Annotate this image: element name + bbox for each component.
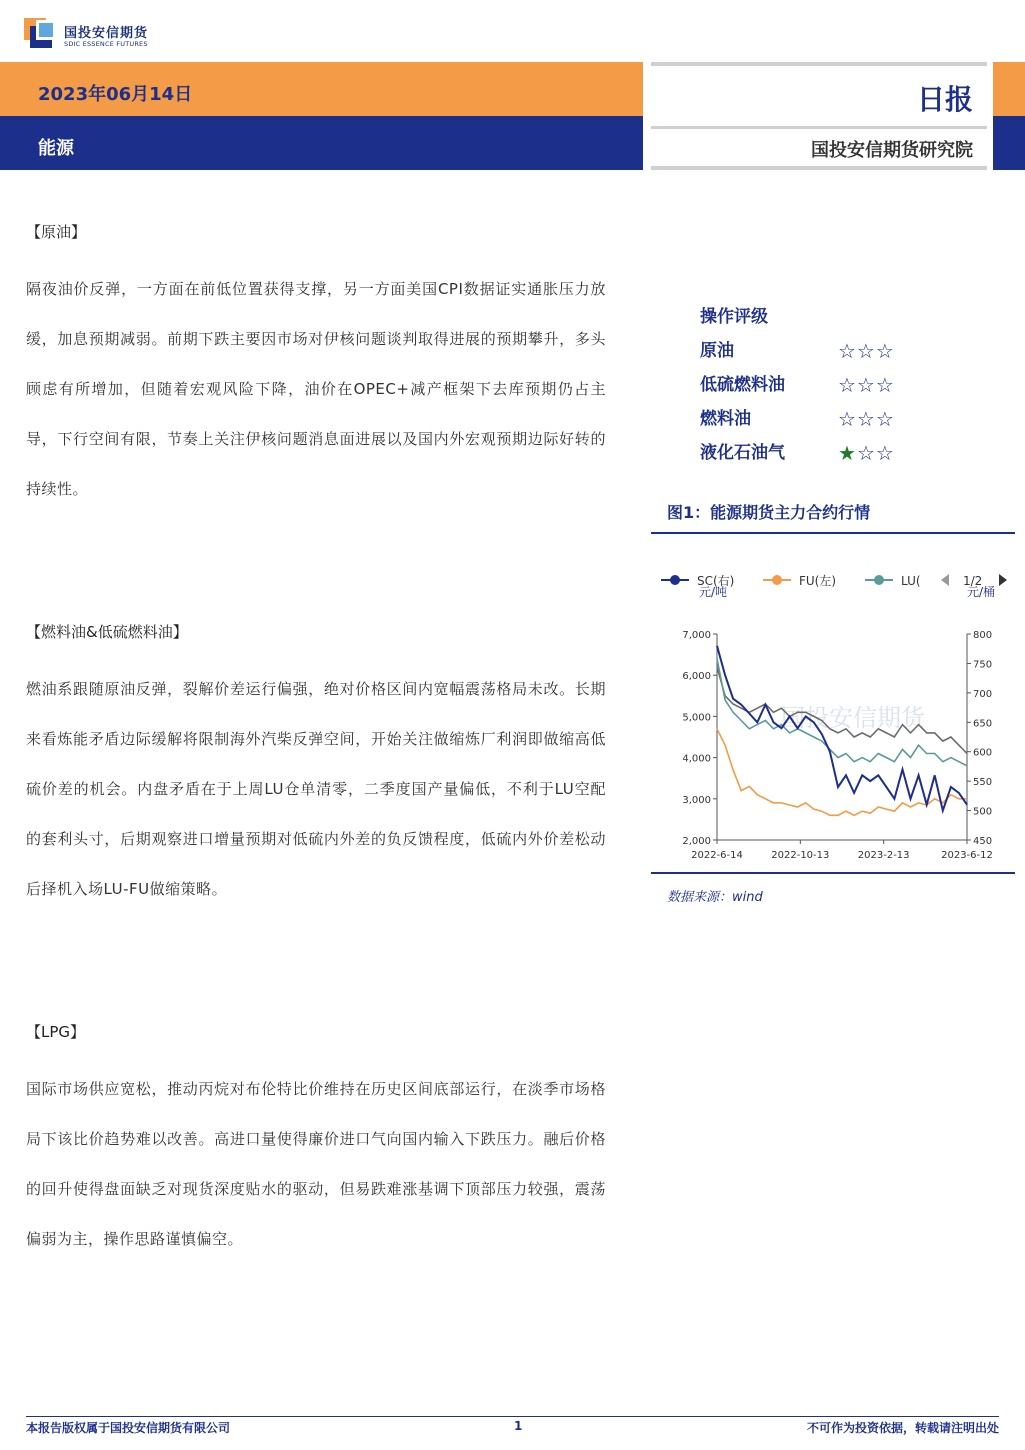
logo-mark-icon [24, 18, 58, 50]
company-logo [24, 16, 184, 56]
star-icon: ☆☆☆ [838, 373, 895, 397]
report-date: 2023年06月14日 [38, 84, 193, 105]
report-type: 日报 [916, 83, 973, 116]
star-rating-icon [838, 436, 895, 470]
star-icon: ☆ [875, 441, 895, 465]
data-source: 数据来源：wind [667, 890, 763, 905]
legend-label: FU(左) [799, 574, 837, 588]
edge-orange-block [993, 62, 1025, 116]
header-rule-middle [651, 126, 987, 129]
right-tick-label: 550 [973, 777, 993, 789]
rating-name: 液化石油气 [700, 443, 785, 463]
legend-label: SC(右) [697, 574, 735, 588]
right-tick-label: 450 [973, 836, 993, 847]
right-tick-label: 650 [973, 718, 993, 730]
figure-title: 图1：能源期货主力合约行情 [667, 503, 871, 522]
x-tick-label: 2023-2-13 [857, 850, 910, 861]
rating-name: 原油 [700, 341, 734, 361]
right-axis-unit: 元/桶 [967, 585, 996, 599]
left-tick-label: 6,000 [682, 671, 711, 683]
left-tick-label: 2,000 [682, 836, 711, 847]
left-tick-label: 5,000 [682, 712, 711, 724]
right-tick-label: 500 [973, 806, 993, 818]
x-tick-label: 2023-6-12 [941, 850, 993, 861]
rating-box [700, 300, 960, 470]
left-tick-label: 7,000 [682, 630, 711, 641]
header-rule-top [651, 62, 987, 66]
section-body: 燃油系跟随原油反弹，裂解价差运行偏强，绝对价格区间内宽幅震荡格局未改。长期来看炼能矛盾边际缓解将限制海外汽柴反弹空间，开始关注做缩炼厂利润即做缩高低硫价差的机会。内盘矛盾在于上周LU仓单清零，二季度国产量偏低，不利于LU空配的套利头寸，后期观察进口增量预期对低硫内外差的负反馈程度，低硫内外价差松动后择机入场LU-FU做缩策略。 [26, 680, 606, 898]
section-title: 【原油】 [26, 223, 87, 241]
right-tick-label: 750 [973, 659, 993, 671]
legend-page: 1/2 [963, 574, 983, 588]
chart-watermark: 国投安信期货 [781, 704, 925, 732]
right-tick-label: 700 [973, 688, 993, 700]
rating-row-lpg [700, 436, 960, 470]
section-body: 隔夜油价反弹，一方面在前低位置获得支撑，另一方面美国CPI数据证实通胀压力放缓，加息预期减弱。前期下跌主要因市场对伊核问题谈判取得进展的预期攀升，多头顾虑有所增加，但随着宏观风险下降，油价在OPEC+减产框架下去库预期仍占主导，下行空间有限，节奏上关注伊核问题消息面进展以及国内外宏观预期边际好转的持续性。 [26, 280, 606, 498]
footer-rule [26, 1416, 999, 1417]
legend-label: LU( [901, 574, 921, 588]
series-line [717, 729, 967, 816]
logo-name-cn: 国投安信期货 [64, 26, 149, 41]
star-icon: ☆☆☆ [838, 407, 895, 431]
left-tick-label: 3,000 [682, 794, 711, 806]
footer-page-number: 1 [514, 1419, 523, 1433]
section-fuel-oil [26, 614, 606, 914]
right-tick-label: 800 [973, 630, 993, 641]
header-rule-bottom [651, 166, 987, 170]
legend-next-icon [999, 574, 1007, 586]
left-tick-label: 4,000 [682, 753, 711, 765]
figure-rule [651, 532, 1015, 534]
legend-marker-icon [670, 575, 680, 585]
sector-bar [0, 116, 643, 170]
legend-marker-icon [772, 575, 782, 585]
footer-copyright: 本报告版权属于国投安信期货有限公司 [26, 1421, 231, 1435]
star-rating-icon [838, 402, 895, 436]
rating-row-fuel [700, 402, 960, 436]
footer-disclaimer: 不可作为投资依据，转载请注明出处 [806, 1421, 999, 1435]
section-crude-oil [26, 214, 606, 514]
left-axis-unit: 元/吨 [699, 585, 728, 599]
rating-row-lsfo [700, 368, 960, 402]
star-rating-icon [838, 334, 895, 368]
star-icon: ☆ [856, 441, 876, 465]
legend-marker-icon [874, 575, 884, 585]
right-tick-label: 600 [973, 747, 993, 759]
x-tick-label: 2022-10-13 [771, 850, 830, 861]
star-icon [838, 441, 895, 465]
section-title: 【燃料油&低硫燃料油】 [26, 623, 188, 641]
institute-name: 国投安信期货研究院 [811, 140, 973, 161]
star-icon: ☆☆☆ [838, 339, 895, 363]
rating-name: 低硫燃料油 [700, 375, 785, 395]
price-chart [651, 540, 1015, 870]
star-rating-icon [838, 368, 895, 402]
report-sector: 能源 [38, 138, 74, 159]
rating-title: 操作评级 [700, 307, 768, 327]
star-icon: ★ [838, 441, 857, 465]
rating-row-crude [700, 334, 960, 368]
x-tick-label: 2022-6-14 [691, 850, 743, 861]
section-lpg [26, 1014, 606, 1264]
chart-lines [717, 646, 967, 816]
chart-axes [682, 630, 993, 861]
edge-blue-block [993, 116, 1025, 170]
section-body: 国际市场供应宽松，推动丙烷对布伦特比价维持在历史区间底部运行，在淡季市场格局下该比价趋势难以改善。高进口量使得廉价进口气向国内输入下跌压力。融后价格的回升使得盘面缺乏对现货深度贴水的驱动，但易跌难涨基调下顶部压力较强，震荡偏弱为主，操作思路谨慎偏空。 [26, 1080, 606, 1248]
figure-bottom-rule [651, 872, 1015, 874]
logo-name-en: SDIC ESSENCE FUTURES [64, 40, 148, 48]
rating-name: 燃料油 [700, 409, 751, 429]
legend-prev-icon [941, 574, 949, 586]
section-title: 【LPG】 [26, 1023, 86, 1041]
